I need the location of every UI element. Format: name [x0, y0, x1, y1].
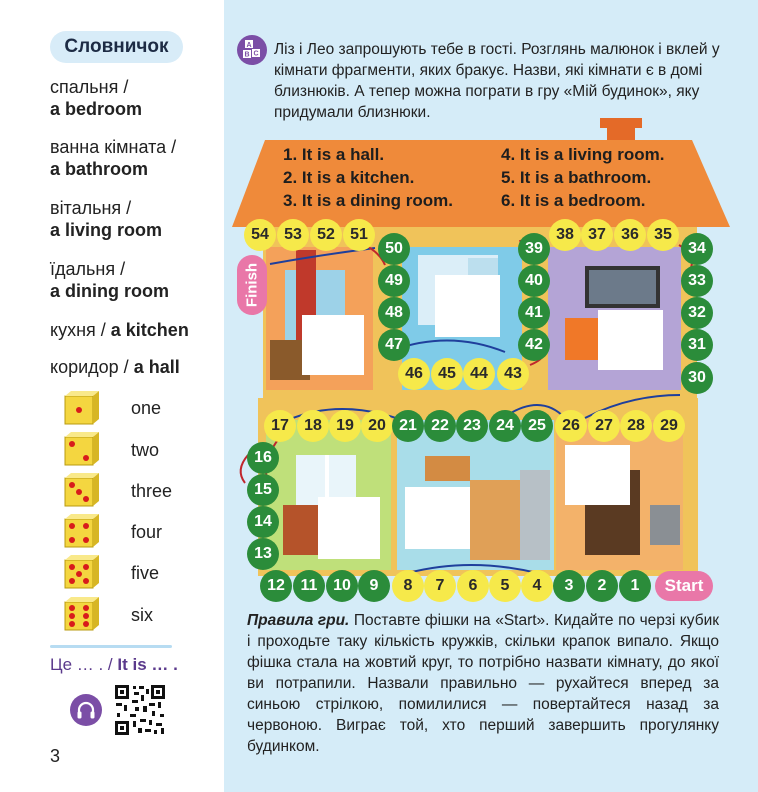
board-circle-28[interactable]: 28: [620, 410, 652, 442]
board-circle-21[interactable]: 21: [392, 410, 424, 442]
board-circle-52[interactable]: 52: [310, 219, 342, 251]
board-circle-50[interactable]: 50: [378, 233, 410, 265]
svg-text:B: B: [244, 51, 250, 59]
board-circle-6[interactable]: 6: [457, 570, 489, 602]
board-circle-54[interactable]: 54: [244, 219, 276, 251]
board-circle-41[interactable]: 41: [518, 297, 550, 329]
board-circle-27[interactable]: 27: [588, 410, 620, 442]
board-circle-13[interactable]: 13: [247, 538, 279, 570]
dice-word-four: four: [131, 522, 163, 542]
board-circle-29[interactable]: 29: [653, 410, 685, 442]
board-circle-25[interactable]: 25: [521, 410, 553, 442]
abc-blocks-icon: [237, 35, 267, 65]
dice-one-icon: [63, 390, 99, 426]
board-circle-53[interactable]: 53: [277, 219, 309, 251]
roof-sentence-3: 3. It is a dining room.: [283, 191, 454, 210]
vocabulary-sidebar: [0, 0, 218, 792]
board-circle-16[interactable]: 16: [247, 442, 279, 474]
board-circle-1[interactable]: 1: [619, 570, 651, 602]
qr-code-icon[interactable]: [113, 683, 167, 737]
board-circle-48[interactable]: 48: [378, 297, 410, 329]
board-circle-35[interactable]: 35: [647, 219, 679, 251]
board-circle-32[interactable]: 32: [681, 297, 713, 329]
board-circle-7[interactable]: 7: [424, 570, 456, 602]
roof-sentence-6: 6. It is a bedroom.: [501, 191, 646, 210]
board-circle-8[interactable]: 8: [392, 570, 424, 602]
board-circle-51[interactable]: 51: [343, 219, 375, 251]
board-circle-31[interactable]: 31: [681, 329, 713, 361]
phrase-it-is: Це … . / It is … .: [50, 655, 178, 674]
vocab-bathroom: ванна кімната / a bathroom: [50, 137, 177, 179]
roof-sentence-2: 2. It is a kitchen.: [283, 168, 415, 187]
sticker-slot-kitchen[interactable]: [405, 487, 470, 549]
vocab-hall: коридор / a hall: [50, 357, 180, 377]
board-circle-46[interactable]: 46: [398, 358, 430, 390]
vocabulary-title: Словничок: [50, 31, 183, 63]
roof-sentence-5: 5. It is a bathroom.: [501, 168, 652, 187]
board-circle-33[interactable]: 33: [681, 265, 713, 297]
sticker-slot-dining-room[interactable]: [318, 497, 380, 559]
svg-text:C: C: [253, 50, 259, 58]
dice-two-icon: [63, 431, 99, 467]
dice-word-two: two: [131, 440, 160, 460]
vocab-dining-room: їдальня / a dining room: [50, 259, 169, 301]
board-circle-24[interactable]: 24: [489, 410, 521, 442]
board-circle-20[interactable]: 20: [361, 410, 393, 442]
board-circle-30[interactable]: 30: [681, 362, 713, 394]
headphones-glyph: [70, 694, 102, 726]
board-circle-39[interactable]: 39: [518, 233, 550, 265]
torn-edge: [210, 0, 224, 792]
headphones-icon[interactable]: [70, 694, 102, 726]
board-circle-4[interactable]: 4: [521, 570, 553, 602]
board-circle-3[interactable]: 3: [553, 570, 585, 602]
board-circle-26[interactable]: 26: [555, 410, 587, 442]
rules-title: Правила гри.: [247, 612, 350, 629]
board-circle-43[interactable]: 43: [497, 358, 529, 390]
sticker-slot-living-room[interactable]: [598, 310, 663, 370]
dice-four-icon: [63, 513, 99, 549]
rules-text: Правила гри. Поставте фішки на «Start». Кидайте по черзі кубик і проходьте таку кількість кружків, скільки крапок випало. Якщо фішка стала на жовтий круг, то потрібно назвати кімнату, до якої ви потрапили. Назвали правильно — рухайтеся вперед за синьою стрілкою, помилилися — повертайтеся назад за червоною. Виграє той, хто перший завершить прогулянку будинком.: [247, 612, 720, 755]
board-circle-23[interactable]: 23: [456, 410, 488, 442]
dice-word-five: five: [131, 563, 160, 583]
page-number: 3: [50, 746, 61, 766]
dice-word-one: one: [131, 398, 162, 418]
vocab-bedroom: спальня / a bedroom: [50, 77, 143, 119]
board-circle-18[interactable]: 18: [297, 410, 329, 442]
dice-word-three: three: [131, 481, 173, 501]
roof-sentence-1: 1. It is a hall.: [283, 145, 385, 164]
board-circle-11[interactable]: 11: [293, 570, 325, 602]
sticker-slot-hall[interactable]: [565, 445, 630, 505]
board-circle-38[interactable]: 38: [549, 219, 581, 251]
dice-six-icon: [63, 596, 99, 632]
board-circle-10[interactable]: 10: [326, 570, 358, 602]
sticker-slot-bedroom[interactable]: [302, 315, 364, 375]
board-circle-36[interactable]: 36: [614, 219, 646, 251]
board-circle-22[interactable]: 22: [424, 410, 456, 442]
board-circle-19[interactable]: 19: [329, 410, 361, 442]
abc-glyph: [237, 35, 267, 65]
board-circle-45[interactable]: 45: [431, 358, 463, 390]
board-circle-12[interactable]: 12: [260, 570, 292, 602]
board-circle-47[interactable]: 47: [378, 329, 410, 361]
board-circle-17[interactable]: 17: [264, 410, 296, 442]
dice-five-icon: [63, 554, 99, 590]
board-circle-14[interactable]: 14: [247, 506, 279, 538]
board-circle-49[interactable]: 49: [378, 265, 410, 297]
intro-text: Ліз і Лео запрошують тебе в гості. Розглянь малюнок і вклей у кімнати фрагменти, яких бракує. Назви, які кімнати є в домі близнюків. А тепер можна пограти в гру «Мій будинок», яку придумали близнюки.: [274, 41, 720, 121]
board-circle-5[interactable]: 5: [489, 570, 521, 602]
board-circle-37[interactable]: 37: [581, 219, 613, 251]
sticker-slot-bathroom[interactable]: [435, 275, 500, 337]
finish-label: Finish: [237, 255, 267, 315]
board-circle-34[interactable]: 34: [681, 233, 713, 265]
board-circle-9[interactable]: 9: [358, 570, 390, 602]
board-circle-44[interactable]: 44: [463, 358, 495, 390]
board-circle-40[interactable]: 40: [518, 265, 550, 297]
dice-word-six: six: [131, 605, 153, 625]
vocab-kitchen: кухня / a kitchen: [50, 320, 189, 340]
vocab-living-room: вітальня / a living room: [50, 198, 163, 240]
board-circle-15[interactable]: 15: [247, 474, 279, 506]
dice-three-icon: [63, 472, 99, 508]
start-label: Start: [655, 571, 713, 601]
roof-sentence-4: 4. It is a living room.: [501, 145, 665, 164]
board-circle-2[interactable]: 2: [586, 570, 618, 602]
board-circle-42[interactable]: 42: [518, 329, 550, 361]
svg-text:A: A: [246, 42, 252, 49]
divider: [50, 645, 172, 648]
